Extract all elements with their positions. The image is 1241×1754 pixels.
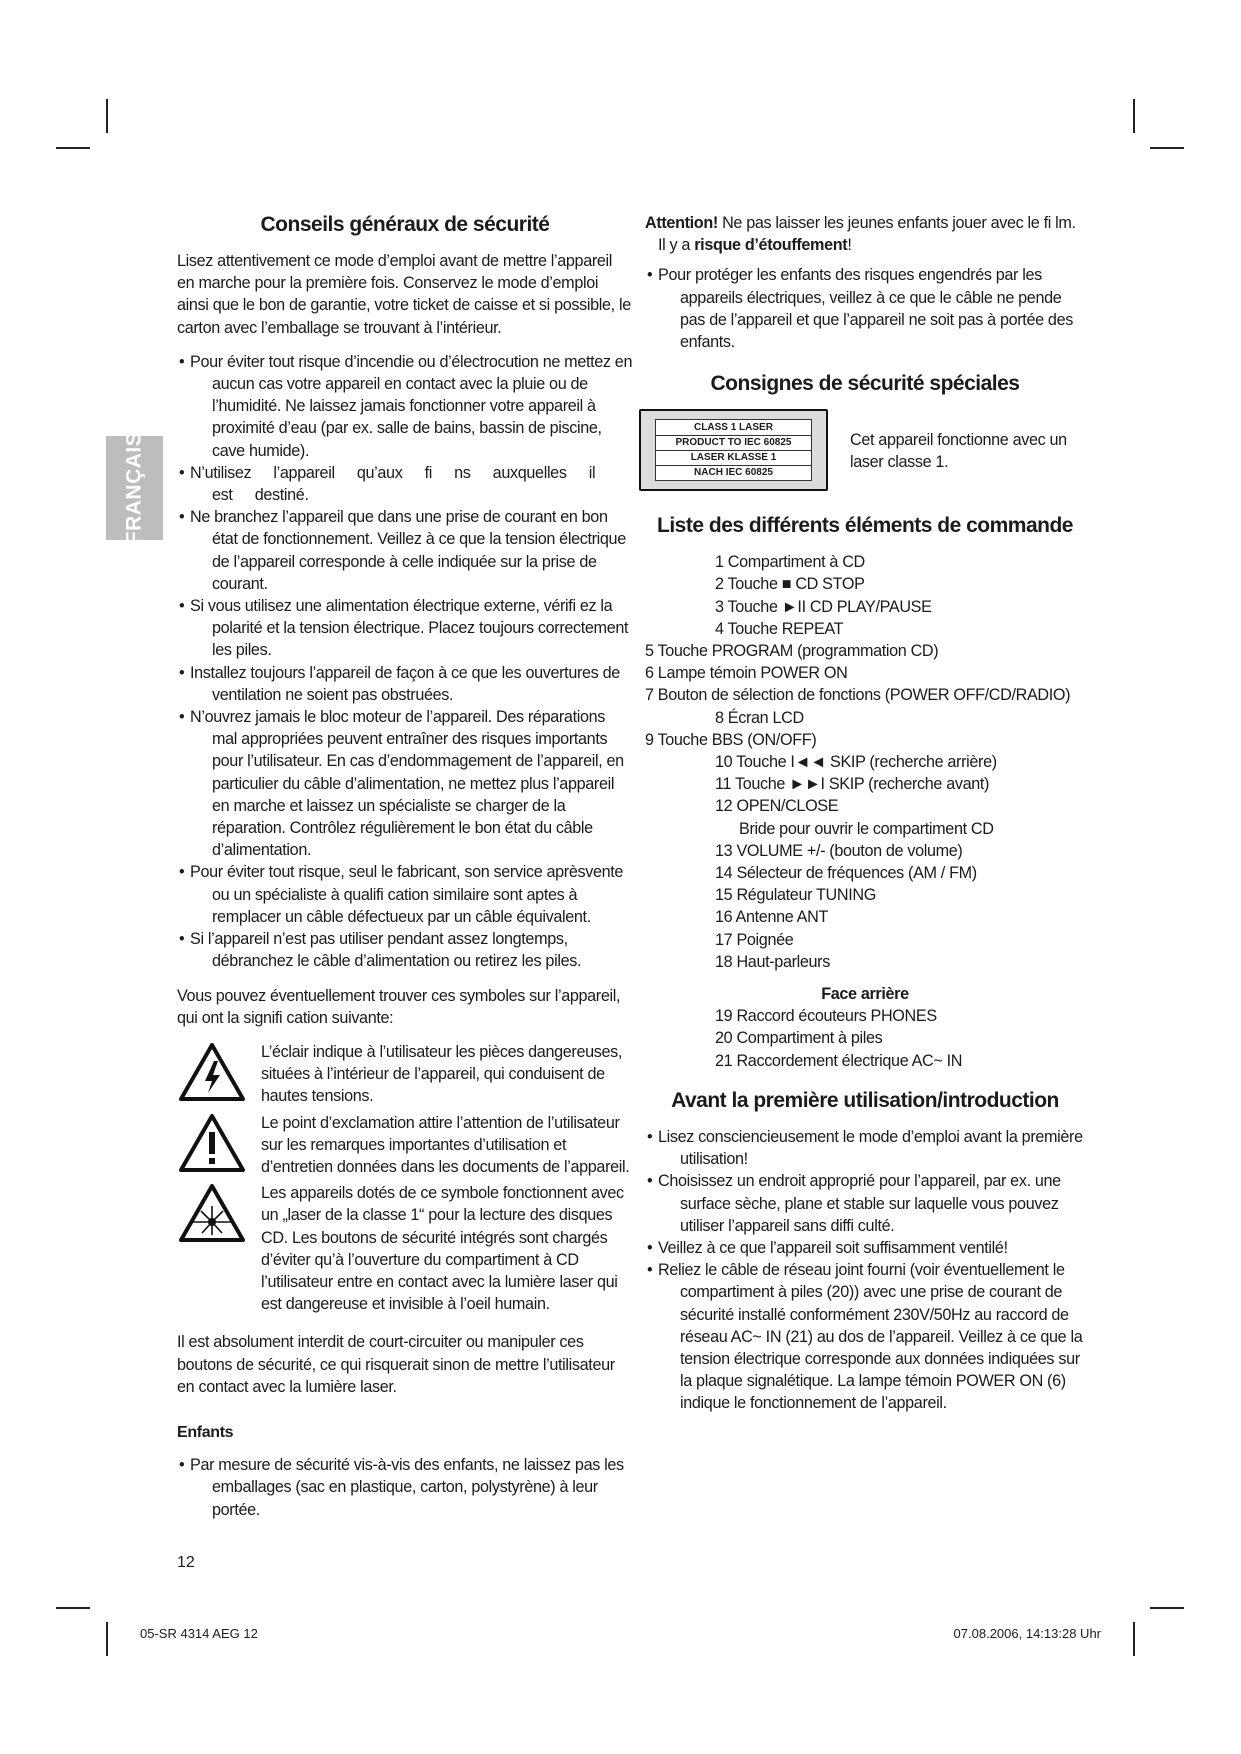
list-item: • Choisissez un endroit approprié pour l’appareil, par ex. une surface sèche, plane et stable sur laquelle vous pouvez utiliser l’appareil sans diffi culté. [645,1170,1085,1237]
controls-list-title: Liste des différents éléments de commande [657,514,1073,538]
list-item: • Si vous utilisez une alimentation électrique externe, vérifi ez la polarité et la tension électrique. Placez toujours correctement les piles. [177,595,633,662]
lightning-warning-icon [177,1041,247,1103]
page-number: 12 [177,1554,195,1571]
footer-right: 07.08.2006, 14:13:28 Uhr [953,1626,1101,1641]
list-item: 5 Touche PROGRAM (programmation CD) [645,642,939,661]
list-item: • Ne branchez l’appareil que dans une prise de courant en bon état de fonctionnement. Veillez à ce que la tension électrique de l’appareil corresponde à celle indiquée sur la prise de courant. [177,506,633,595]
list-item: 16 Antenne ANT [715,908,828,927]
list-item: • N’ouvrez jamais le bloc moteur de l’appareil. Des réparations mal appropriées peuvent entraîner des risques importants pour l’utilisateur. En cas d’endommagement de l’appareil, en particulier du câble d’alimentation, ne mettez plus l’appareil en marche et laissez un spécialiste se charger de la réparation. Contrôlez régulièrement le bon état du câble d’alimentation. [177,706,633,861]
list-item: • Si l’appareil n’est pas utiliser pendant assez longtemps, débranchez le câble d’alimentation ou retirez les piles. [177,928,633,972]
right-column [645,212,1085,1415]
attention-bold: risque d’étouffement [694,236,848,255]
list-item: 15 Régulateur TUNING [715,886,876,905]
laser-class-label [639,409,828,491]
symbol-row [177,1112,633,1179]
attention-end: ! [847,236,852,255]
list-item: 9 Touche BBS (ON/OFF) [645,730,817,749]
intro-paragraph: Lisez attentivement ce mode d’emploi avant de mettre l’appareil en marche pour la première fois. Conservez le mode d’emploi ainsi que le bon de garantie, votre ticket de caisse et si possible, le carton avec l’emballage se trouvant à l’intérieur. [177,252,631,337]
list-item: • Par mesure de sécurité vis-à-vis des enfants, ne laissez pas les emballages (sac en plastique, carton, polystyrène) à leur portée. [177,1454,633,1521]
list-item: 1 Compartiment à CD [715,553,865,572]
list-item: 3 Touche ►II CD PLAY/PAUSE [715,597,932,616]
list-item: 17 Poignée [715,930,794,949]
parts-list [645,551,1085,973]
special-safety-title: Consignes de sécurité spéciales [710,372,1020,396]
list-item: 6 Lampe témoin POWER ON [645,664,848,683]
list-item: 14 Sélecteur de fréquences (AM / FM) [715,864,977,883]
laser-label-line: PRODUCT TO IEC 60825 [656,436,811,451]
list-item: 19 Raccord écouteurs PHONES [715,1007,937,1026]
crop-mark [106,99,108,133]
general-safety-title: Conseils généraux de sécurité [260,213,550,236]
symbol-row [177,1182,633,1315]
symbol-text: Le point d’exclamation attire l’attention de l’utilisateur sur les remarques importantes d’utilisation et d’entretien données dans les documents de l’appareil. [261,1113,630,1176]
list-item: • N’utilisez l’appareil qu’aux fi ns auxquelles il est destiné. [177,462,633,506]
list-item: • Pour protéger les enfants des risques engendrés par les appareils électriques, veillez à ce que le câble ne pende pas de l’appareil et que l’appareil ne soit pas à portée des enfants. [645,264,1085,353]
children-list [177,1454,633,1521]
crop-mark [1133,1622,1135,1656]
list-item: 18 Haut-parleurs [715,952,830,971]
laser-class-block [639,409,1085,491]
list-item: Bride pour ouvrir le compartiment CD [739,819,994,838]
crop-mark [56,1607,90,1609]
children-heading: Enfants [177,1423,234,1441]
list-item: 20 Compartiment à piles [715,1029,883,1048]
left-column [177,212,633,1521]
laser-class-text: Cet appareil fonctionne avec un laser classe 1. [850,431,1067,472]
list-item: 11 Touche ►►I SKIP (recherche avant) [715,775,990,794]
crop-mark [106,1622,108,1656]
list-item: • Veillez à ce que l’appareil soit suffisamment ventilé! [645,1237,1085,1259]
laser-warning-icon [177,1182,247,1244]
children-list-2 [645,264,1085,353]
crop-mark [1150,147,1184,149]
list-item: • Lisez consciencieusement le mode d’emploi avant la première utilisation! [645,1126,1085,1170]
laser-warning-paragraph: Il est absolument interdit de court-circuiter ou manipuler ces boutons de sécurité, ce qui risquerait sinon de mettre l’utilisateur en contact avec la lumière laser. [177,1333,615,1396]
footer-left: 05-SR 4314 AEG 12 [140,1626,258,1641]
list-item: 8 Écran LCD [715,708,804,727]
first-use-list [645,1126,1085,1415]
crop-mark [1133,99,1135,133]
crop-mark [1150,1607,1184,1609]
list-item: • Pour éviter tout risque d’incendie ou d’électrocution ne mettez en aucun cas votre appareil en contact avec la pluie ou de l’humidité. Ne laissez jamais fonctionner votre appareil à proximité d’eau (par ex. salle de bains, bassin de piscine, cave humide). [177,351,633,462]
exclamation-warning-icon [177,1112,247,1174]
first-use-title: Avant la première utilisation/introduction [671,1088,1059,1112]
symbol-text: L’éclair indique à l’utilisateur les pièces dangereuses, situées à l’intérieur de l’appareil, qui conduisent de hautes tensions. [261,1042,623,1106]
list-item: 21 Raccordement électrique AC~ IN [715,1051,963,1070]
safety-list [177,351,633,973]
list-item: 13 VOLUME +/- (bouton de volume) [715,841,963,860]
attention-text: Ne pas laisser les jeunes enfants jouer avec le fi lm. Il y a [658,214,1076,255]
attention-paragraph [645,212,1085,256]
crop-mark [56,147,90,149]
list-item: 7 Bouton de sélection de fonctions (POWER OFF/CD/RADIO) [645,686,1071,705]
list-item: 12 OPEN/CLOSE [715,797,839,816]
symbol-text: Les appareils dotés de ce symbole fonctionnent avec un „laser de la classe 1“ pour la lecture des disques CD. Les boutons de sécurité intégrés sont chargés d’éviter qu’à l’ouverture du compartiment à CD l’utilisateur entre en contact avec la lumière laser qui est dangereuse et invisible à l’oeil humain. [261,1184,624,1314]
symbols-intro: Vous pouvez éventuellement trouver ces symboles sur l’appareil, qui ont la signifi cation suivante: [177,986,621,1027]
laser-label-line: NACH IEC 60825 [694,466,773,478]
list-item: • Installez toujours l’appareil de façon à ce que les ouvertures de ventilation ne soient pas obstruées. [177,662,633,706]
list-item: 10 Touche I◄◄ SKIP (recherche arrière) [715,753,997,772]
list-item: • Reliez le câble de réseau joint fourni (voir éventuellement le compartiment à piles (20)) avec une prise de courant de sécurité installé conformément 230V/50Hz au raccord de réseau AC~ IN (21) au dos de l’appareil. Veillez à ce que la tension électrique corresponde aux données indiquées sur la plaque signalétique. La lampe témoin POWER ON (6) indique le fonctionnement de l’appareil. [645,1259,1085,1414]
rear-parts-list [645,1005,1085,1072]
language-tab-label: FRANÇAIS [122,431,146,545]
language-tab [106,431,163,545]
list-item: 2 Touche ■ CD STOP [715,575,865,594]
list-item: 4 Touche REPEAT [715,619,844,638]
laser-label-line: CLASS 1 LASER [656,421,811,436]
laser-label-line: LASER KLASSE 1 [656,451,811,466]
symbol-row [177,1041,633,1108]
rear-face-title: Face arrière [821,985,909,1004]
list-item: • Pour éviter tout risque, seul le fabricant, son service aprèsvente ou un spécialiste à qualifi cation similaire sont aptes à remplacer un câble défectueux par un câble équivalent. [177,861,633,928]
attention-label: Attention! [645,214,718,232]
